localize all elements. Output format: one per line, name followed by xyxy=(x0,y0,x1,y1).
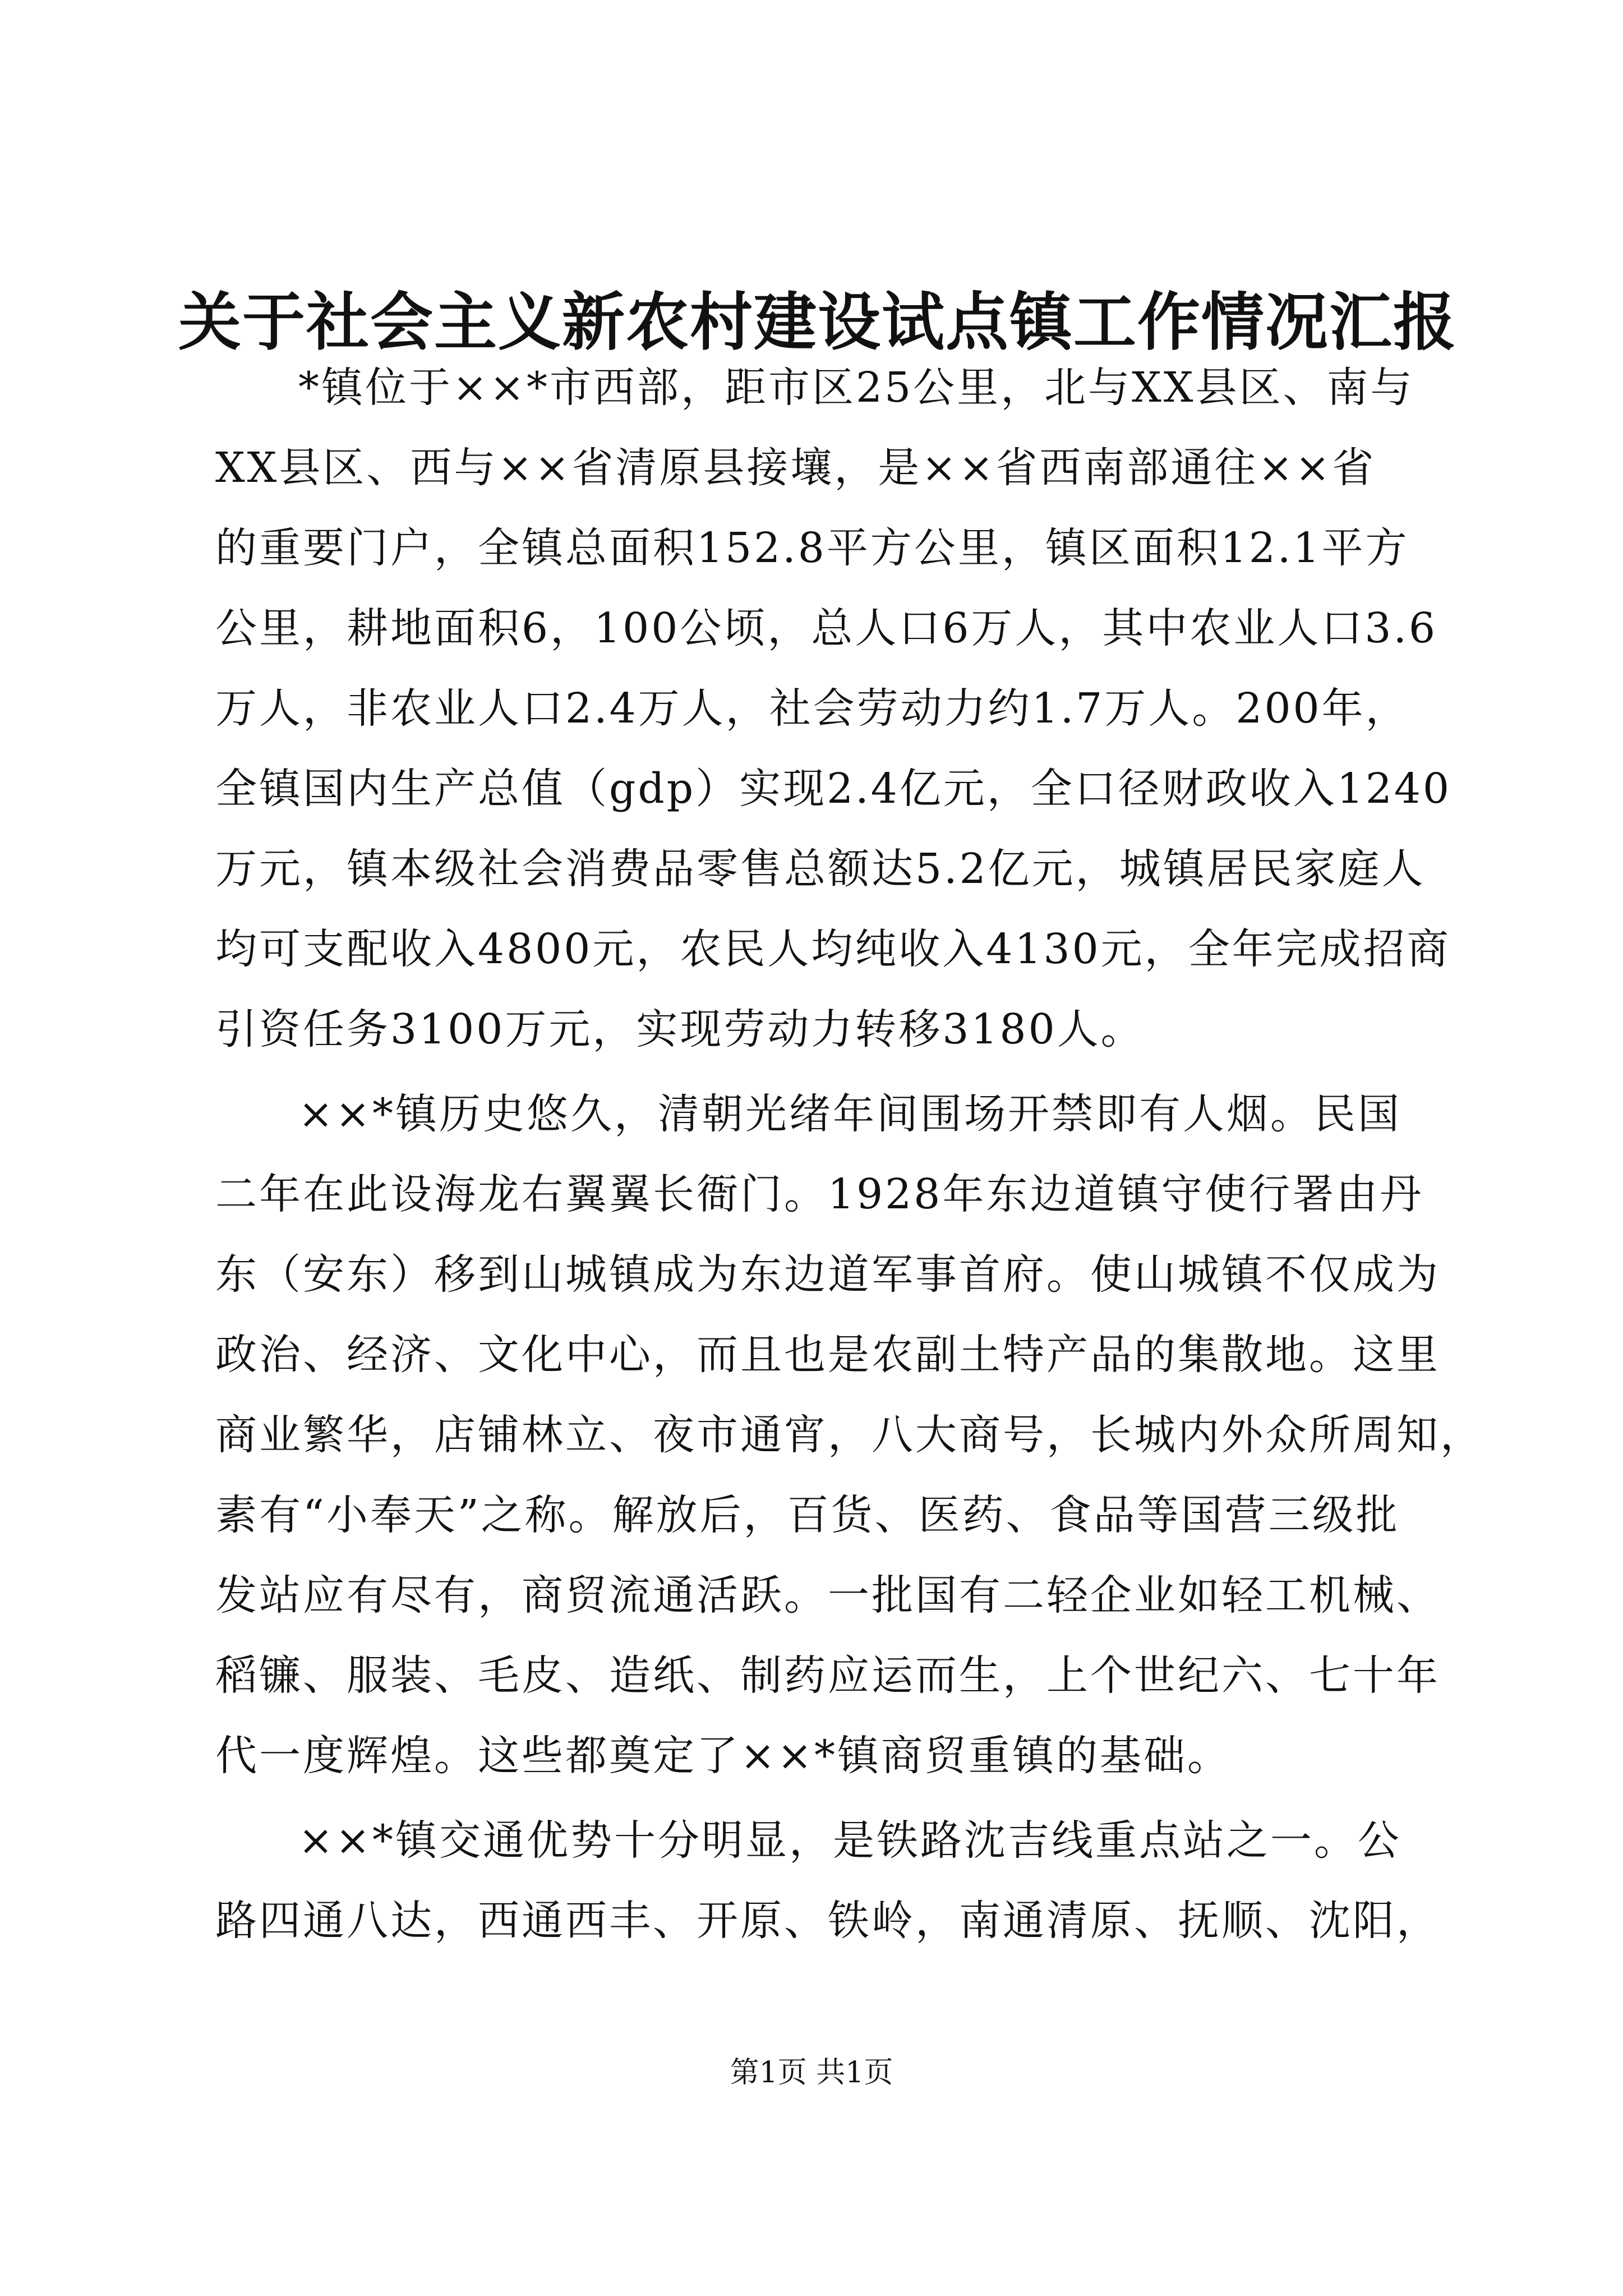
paragraph-line: 引资任务3100万元，实现劳动力转移3180人。 xyxy=(215,1005,1145,1053)
paragraph-line: ××*镇交通优势十分明显，是铁路沈吉线重点站之一。公 xyxy=(298,1816,1402,1865)
document-title: 关于社会主义新农村建设试点镇工作情况汇报 xyxy=(178,286,1457,359)
paragraph-line: 政治、经济、文化中心，而且也是农副土特产品的集散地。这里 xyxy=(215,1331,1440,1379)
paragraph-line: 发站应有尽有，商贸流通活跃。一批国有二轻企业如轻工机械、 xyxy=(215,1571,1440,1619)
paragraph-line: 商业繁华，店铺林立、夜市通宵，八大商号，长城内外众所周知， xyxy=(215,1411,1484,1459)
paragraph-line: ××*镇历史悠久，清朝光绪年间围场开禁即有人烟。民国 xyxy=(298,1090,1402,1138)
page-footer: 第1页 共1页 xyxy=(730,2056,893,2090)
paragraph-line: 路四通八达，西通西丰、开原、铁岭，南通清原、抚顺、沈阳， xyxy=(215,1897,1440,1945)
paragraph-line: 的重要门户，全镇总面积152.8平方公里，镇区面积12.1平方 xyxy=(215,524,1409,572)
paragraph-line: 素有“小奉天”之称。解放后，百货、医药、食品等国营三级批 xyxy=(215,1491,1400,1539)
paragraph-line: 公里，耕地面积6，100公顷，总人口6万人，其中农业人口3.6 xyxy=(215,604,1438,652)
paragraph-line: 万元，镇本级社会消费品零售总额达5.2亿元，城镇居民家庭人 xyxy=(215,845,1426,893)
paragraph-line: 代一度辉煌。这些都奠定了××*镇商贸重镇的基础。 xyxy=(215,1732,1232,1780)
paragraph-line: 均可支配收入4800元，农民人均纯收入4130元，全年完成招商 xyxy=(215,925,1451,973)
paragraph xyxy=(215,1074,1484,1796)
paragraph-line: 稻镰、服装、毛皮、造纸、制药应运而生，上个世纪六、七十年 xyxy=(215,1651,1440,1700)
paragraph-line: XX县区、西与××省清原县接壤，是××省西南部通往××省 xyxy=(215,444,1376,492)
paragraph-gap xyxy=(215,1796,1410,1801)
document-body xyxy=(215,348,1484,1961)
paragraph xyxy=(215,348,1452,1070)
paragraph xyxy=(215,1801,1440,1961)
paragraph-gap xyxy=(215,1070,1410,1074)
paragraph-line: 东（安东）移到山城镇成为东边道军事首府。使山城镇不仅成为 xyxy=(215,1250,1440,1299)
paragraph-line: 二年在此设海龙右翼翼长衙门。1928年东边道镇守使行署由丹 xyxy=(215,1170,1424,1218)
paragraph-line: 万人，非农业人口2.4万人，社会劳动力约1.7万人。200年， xyxy=(215,684,1409,733)
paragraph-line: 全镇国内生产总值（gdp）实现2.4亿元，全口径财政收入1240 xyxy=(215,765,1452,813)
paragraph-line: *镇位于××*市西部，距市区25公里，北与XX县区、南与 xyxy=(298,364,1414,412)
